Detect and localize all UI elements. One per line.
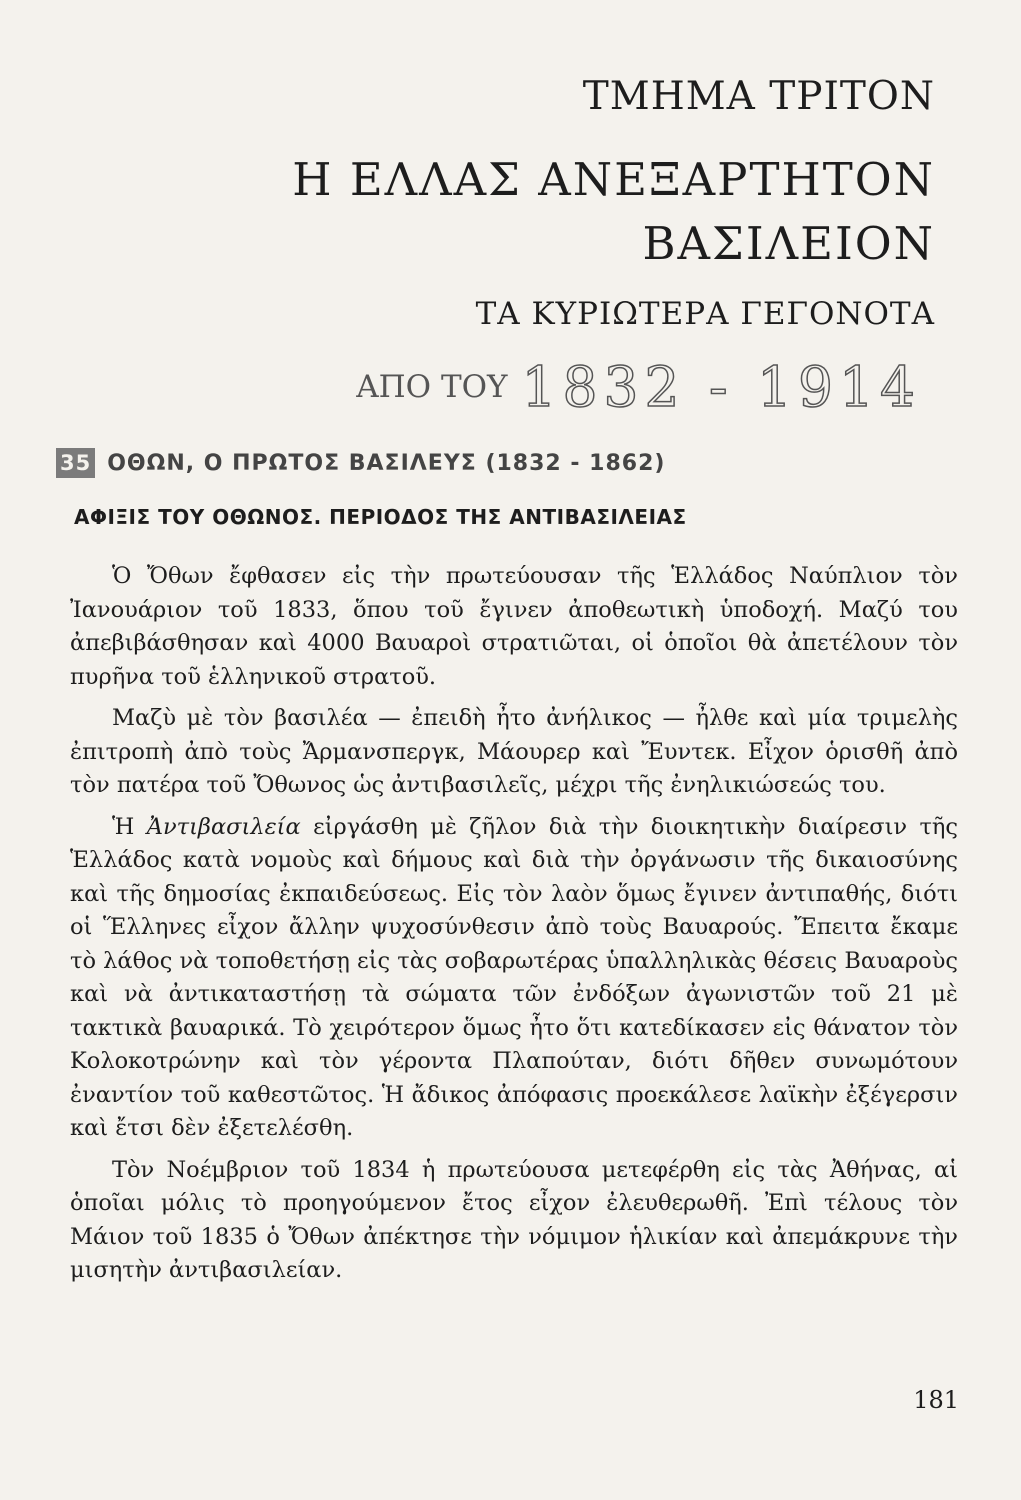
paragraph-1: Ὁ Ὄθων ἔφθασεν εἰς τὴν πρωτεύουσαν τῆς Ἑλλάδος Ναύπλιον τὸν Ἰανουάριον τοῦ 1833, ὅπου τοῦ ἔγινεν ἀποθεωτικὴ ὑποδοχή. Μαζύ του ἀπεβιβάσθησαν καὶ 4000 Βαυαροὶ στρατιῶται, οἱ ὁποῖοι θὰ ἀπετέλουν τὸν πυρῆνα τοῦ ἑλληνικοῦ στρατοῦ. [70, 563, 958, 690]
body-text [70, 560, 958, 1296]
main-title [292, 148, 935, 276]
paragraph-3-italic-term: Ἀντιβασιλεία [146, 813, 301, 840]
section-heading: ΑΦΙΞΙΣ ΤΟΥ ΟΘΩΝΟΣ. ΠΕΡΙΟΔΟΣ ΤΗΣ ΑΝΤΙΒΑΣΙΛΕΙΑΣ [74, 505, 687, 529]
paragraph-3 [70, 811, 958, 1146]
chapter-heading [56, 448, 665, 478]
paragraph-4: Τὸν Νοέμβριον τοῦ 1834 ἡ πρωτεύουσα μετεφέρθη εἰς τὰς Ἀθήνας, αἱ ὁποῖαι μόλις τὸ προηγούμενον ἔτος εἶχον ἐλευθερωθῆ. Ἐπὶ τέλους τὸν Μάιον τοῦ 1835 ὁ Ὄθων ἀπέκτησε τὴν νόμιμον ἡλικίαν καὶ ἀπεμάκρυνε τὴν μισητὴν ἀντιβασιλείαν. [70, 1156, 958, 1283]
paragraph-3-rest: εἰργάσθη μὲ ζῆλον διὰ τὴν διοικητικὴν διαίρεσιν τῆς Ἑλλάδος κατὰ νομοὺς καὶ δήμους καὶ διὰ τὴν ὀργάνωσιν τῆς δικαιοσύνης καὶ τῆς δημοσίας ἐκπαιδεύσεως. Εἰς τὸν λαὸν ὅμως ἔγινεν ἀντιπαθής, διότι οἱ Ἕλληνες εἶχον ἄλλην ψυχοσύνθεσιν ἀπὸ τοὺς Βαυαρούς. Ἔπειτα ἔκαμε τὸ λάθος νὰ τοποθετήσῃ εἰς τὰς σοβαρωτέρας ὑπαλληλικὰς θέσεις Βαυαροὺς καὶ νὰ ἀντικαταστήσῃ τὰ σώματα τῶν ἐνδόξων ἀγωνιστῶν τοῦ 21 μὲ τακτικὰ βαυαρικά. Τὸ χειρότερον ὅμως ἦτο ὅτι κατεδίκασεν εἰς θάνατον τὸν Κολοκοτρώνην καὶ τὸν γέροντα Πλαπούταν, διότι δῆθεν συνωμότουν ἐναντίον τοῦ καθεστῶτος. Ἡ ἄδικος ἀπόφασις προεκάλεσε λαϊκὴν ἐξέγερσιν καὶ ἔτσι δὲν ἐξετελέσθη. [70, 813, 959, 1141]
page-number: 181 [913, 1386, 959, 1414]
part-title: ΤΜΗΜΑ ΤΡΙΤΟΝ [582, 74, 935, 119]
chapter-number-badge: 35 [56, 448, 95, 478]
period-prefix: ΑΠΟ ΤΟΥ [356, 369, 508, 405]
paragraph-2: Μαζὺ μὲ τὸν βασιλέα — ἐπειδὴ ἦτο ἀνήλικος — ἦλθε καὶ μία τριμελὴς ἐπιτροπὴ ἀπὸ τοὺς Ἄρμανσπεργκ, Μάουρερ καὶ Ἔυντεκ. Εἶχον ὁρισθῆ ἀπὸ τὸν πατέρα τοῦ Ὄθωνος ὡς ἀντιβασιλεῖς, μέχρι τῆς ἐνηλικιώσεώς του. [70, 705, 958, 798]
paragraph-3-lead: Ἡ [112, 813, 135, 840]
period-range [356, 355, 921, 419]
main-title-line-1: Η ΕΛΛΑΣ ΑΝΕΞΑΡΤΗΤΟΝ [292, 153, 935, 206]
chapter-title: ΟΘΩΝ, Ο ΠΡΩΤΟΣ ΒΑΣΙΛΕΥΣ (1832 - 1862) [107, 450, 666, 476]
subtitle: ΤΑ ΚΥΡΙΩΤΕΡΑ ΓΕΓΟΝΟΤΑ [475, 296, 935, 332]
period-years: 1832 - 1914 [521, 355, 921, 419]
main-title-line-2: ΒΑΣΙΛΕΙΟΝ [642, 217, 935, 270]
